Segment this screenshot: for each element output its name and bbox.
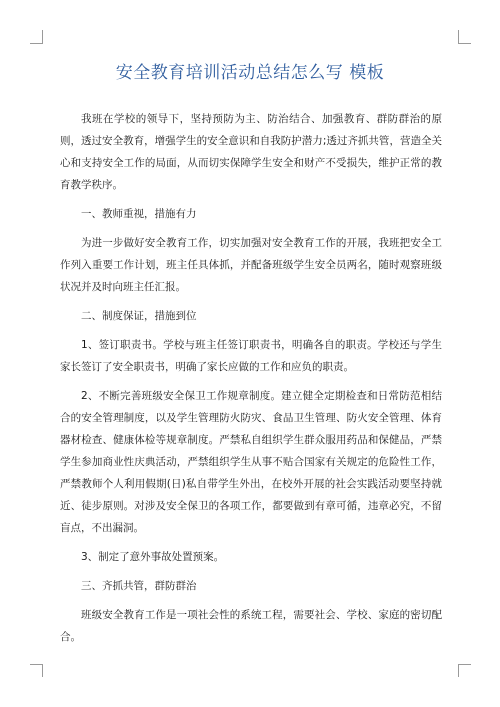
crop-mark-top-right-h [458, 43, 471, 44]
heading-section-2: 二、制度保证，措施到位 [81, 310, 197, 322]
paragraph-item-1: 1、签订职责书。学校与班主任签订职责书，明确各自的职责。学校还与学生家长签订了安全职责书，明确了家长应做的工作和应负的职责。 [60, 339, 442, 373]
document-title: 安全教育培训活动总结怎么写 模板 [115, 63, 385, 83]
crop-mark-bottom-right-v [458, 664, 459, 677]
heading-section-1: 一、教师重视，措施有力 [81, 208, 197, 220]
paragraph-section-3: 班级安全教育工作是一项社会性的系统工程，需要社会、学校、家庭的密切配合。 [60, 609, 442, 643]
paragraph-item-3: 3、制定了意外事故处置预案。 [81, 551, 225, 563]
paragraph-section-1: 为进一步做好安全教育工作，切实加强对安全教育工作的开展，我班把安全工作列入重要工作计划，班主任具体抓，并配备班级学生安全员两名，随时观察班级状况并及时向班主任汇报。 [60, 237, 442, 293]
paragraph-intro: 我班在学校的领导下，坚持预防为主、防治结合、加强教育、群防群治的原则，透过安全教育，增强学生的安全意识和自我防护潜力;透过齐抓共管，营造全关心和支持安全工作的局面，从而切实保障学生安全和财产不受损失，维护正常的教育教学秩序。 [60, 113, 442, 191]
paragraph-item-2: 2、不断完善班级安全保卫工作规章制度。建立健全定期检查和日常防范相结合的安全管理制度，以及学生管理防火防灾、食品卫生管理、防火安全管理、体育器材检查、健康体检等规章制度。严禁私自组织学生群众服用药品和保健品，严禁学生参加商业性庆典活动，严禁组织学生从事不贴合国家有关规定的危险性工作，严禁教师个人利用假期(日)私自带学生外出，在校外开展的社会实践活动要坚持就近、徒步原则。对涉及安全保卫的各项工作，都要做到有章可循，违章必究，不留盲点，不出漏洞。 [60, 390, 442, 534]
crop-mark-top-right-v [458, 30, 459, 43]
crop-mark-bottom-left-v [42, 664, 43, 677]
document-body [60, 108, 442, 655]
crop-mark-bottom-right-h [458, 664, 471, 665]
crop-mark-top-left-h [30, 43, 43, 44]
crop-mark-top-left-v [42, 30, 43, 43]
heading-section-3: 三、齐抓共管，群防群治 [81, 580, 197, 592]
